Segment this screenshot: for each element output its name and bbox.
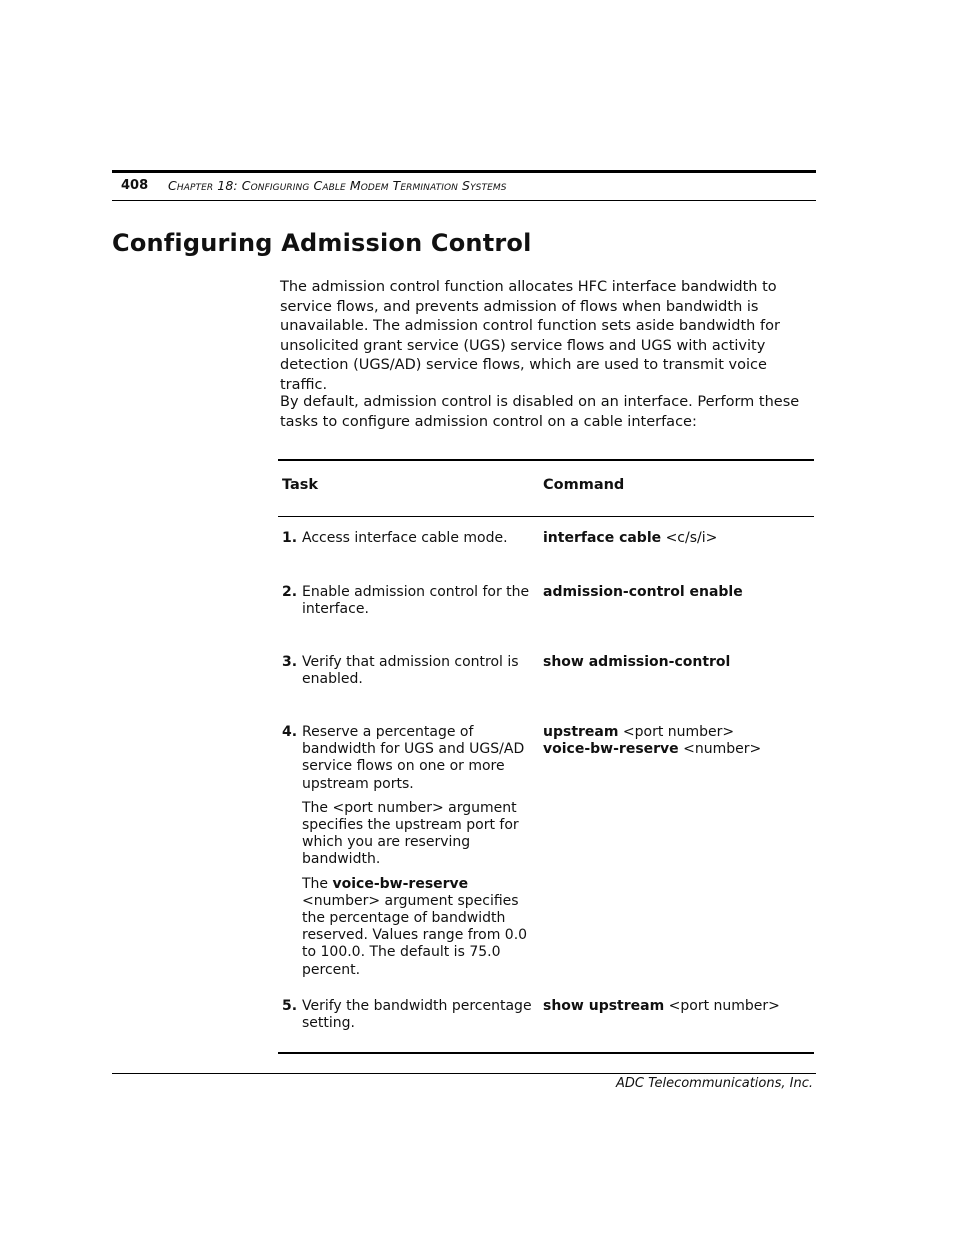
command-keyword: admission-control enable	[543, 584, 743, 600]
command-argument: <number>	[678, 741, 762, 758]
step-number: 1.	[282, 530, 298, 546]
task-text	[302, 530, 532, 547]
command-argument: <c/s/i>	[661, 530, 718, 546]
command-keyword: show upstream	[543, 998, 665, 1014]
command-keyword: upstream	[543, 724, 619, 740]
chapter-title: Chapter 18: Configuring Cable Modem Termination Systems	[168, 178, 507, 193]
task-description: Verify the bandwidth percentage setting.	[302, 998, 532, 1032]
note-suffix: <number> argument specifies the percentage of bandwidth reserved. Values range from 0.0 to 100.0. The default is 75.0 percent.	[302, 892, 528, 978]
task-description: Enable admission control for the interface.	[302, 584, 530, 618]
task-description: Verify that admission control is enabled.	[302, 654, 519, 688]
instruction-paragraph: By default, admission control is disabled on an interface. Perform these tasks to configure admission control on a cable interface:	[280, 394, 800, 430]
table-rule-header	[278, 516, 814, 517]
section-title: Configuring Admission Control	[112, 229, 532, 257]
task-text	[302, 998, 532, 1032]
command-text	[543, 654, 730, 671]
command-argument: <port number>	[618, 724, 735, 740]
step-number: 3.	[282, 654, 298, 670]
step-number: 4.	[282, 724, 298, 740]
step-number: 5.	[282, 998, 298, 1014]
page-number: 408	[121, 178, 149, 193]
command-text	[543, 584, 743, 601]
command-keyword: interface cable	[543, 530, 662, 546]
command-line	[543, 724, 761, 741]
task-note-reserve	[302, 876, 532, 979]
step-number: 2.	[282, 584, 298, 600]
footer-rule	[112, 1073, 816, 1074]
command-line	[543, 741, 761, 758]
column-header-task: Task	[282, 477, 319, 493]
header-rule-bottom	[112, 200, 816, 201]
task-text	[302, 654, 532, 688]
task-text	[302, 724, 532, 986]
note-keyword: voice-bw-reserve	[332, 875, 469, 892]
column-header-command: Command	[543, 477, 625, 493]
task-description: Reserve a percentage of bandwidth for UGS and UGS/AD service flows on one or more upstream ports.	[302, 724, 525, 792]
note-prefix: The	[302, 875, 333, 892]
footer-company: ADC Telecommunications, Inc.	[616, 1076, 813, 1091]
command-keyword: show admission-control	[543, 654, 731, 670]
task-description: Access interface cable mode.	[302, 530, 508, 546]
intro-paragraph: The admission control function allocates HFC interface bandwidth to service flows, and prevents admission of flows when bandwidth is unavailable. The admission control function sets aside bandwidth for unsolicited grant service (UGS) service flows and UGS with activity detection (UGS/AD) service flows, which are used to transmit voice traffic.	[280, 279, 780, 393]
table-rule-bottom	[278, 1052, 814, 1054]
header-rule-top	[112, 170, 816, 173]
command-text	[543, 724, 761, 758]
command-keyword: voice-bw-reserve	[543, 741, 679, 758]
command-argument: <port number>	[664, 998, 780, 1014]
task-text	[302, 584, 532, 618]
table-rule-top	[278, 459, 814, 461]
command-text	[543, 998, 780, 1015]
task-note-port: The <port number> argument specifies the upstream port for which you are reserving bandwidth.	[302, 799, 519, 868]
command-text	[543, 530, 717, 547]
